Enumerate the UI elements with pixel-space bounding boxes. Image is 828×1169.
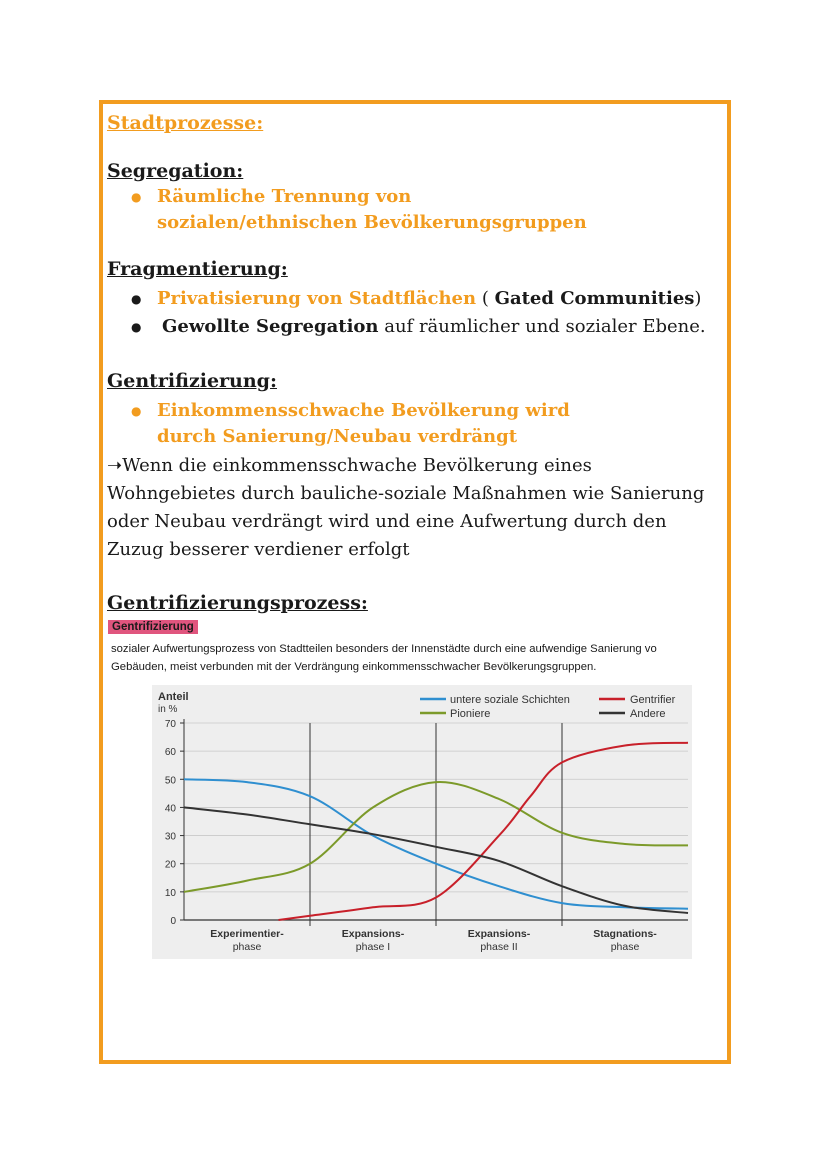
gentrifizierung-list (131, 398, 611, 452)
phase-label: Stagnations- (593, 928, 657, 940)
y-tick-label: 0 (170, 916, 176, 927)
segregation-list (131, 184, 611, 238)
fragmentierung-list (131, 286, 721, 342)
y-tick-label: 50 (164, 775, 176, 787)
legend-label-red: Gentrifier (630, 694, 676, 706)
series-line-red (279, 743, 689, 920)
chart-svg (152, 685, 692, 959)
phase-label: Expansions- (341, 928, 405, 940)
y-axis-label: Anteil (158, 691, 189, 703)
phase-sublabel: phase I (355, 941, 391, 953)
gentrifizierung-heading: Gentrifizierung: (107, 370, 277, 392)
fragmentierung-bullet-1: ● Privatisierung von Stadtflächen ( Gated Communities) (131, 286, 721, 312)
phase-label: Expansions- (467, 928, 531, 940)
phase-sublabel: phase (232, 941, 262, 953)
phase-sublabel: phase (610, 941, 640, 953)
definition-term: Gentrifizierung (108, 620, 198, 634)
legend-label-dark: Andere (630, 708, 666, 720)
y-tick-label: 60 (164, 747, 176, 759)
chart-legend (420, 694, 676, 720)
gentrifizierung-bullet: ● Einkommensschwache Bevölkerung wird durch Sanierung/Neubau verdrängt (131, 398, 611, 450)
phase-label: Experimentier- (210, 928, 284, 940)
segregation-bullet: ● Räumliche Trennung von sozialen/ethnischen Bevölkerungsgruppen (131, 184, 611, 236)
y-axis-unit: in % (158, 704, 178, 715)
legend-label-green: Pioniere (450, 708, 491, 720)
definition-line-1: sozialer Aufwertungsprozess von Stadtteilen besonders der Innenstädte durch eine aufwendige Sanierung vo (111, 643, 657, 655)
y-tick-label: 70 (164, 719, 176, 730)
fragmentierung-heading: Fragmentierung: (107, 258, 288, 280)
fragmentierung-bullet-2: ● Gewollte Segregation auf räumlicher und sozialer Ebene. (131, 314, 721, 340)
y-tick-label: 20 (164, 859, 176, 871)
page-title: Stadtprozesse: (107, 112, 264, 134)
definition-line-2: Gebäuden, meist verbunden mit der Verdrängung einkommensschwacher Bevölkerungsgruppen. (111, 661, 597, 673)
gentrification-chart (152, 685, 692, 959)
y-tick-label: 10 (164, 887, 176, 899)
y-tick-label: 40 (164, 803, 176, 815)
prozess-heading: Gentrifizierungsprozess: (107, 592, 368, 614)
phase-sublabel: phase II (480, 941, 518, 953)
legend-label-blue: untere soziale Schichten (450, 694, 570, 706)
segregation-heading: Segregation: (107, 160, 244, 182)
gentrifizierung-paragraph: ➝Wenn die einkommensschwache Bevölkerung eines Wohngebietes durch bauliche-soziale Maßnahmen wie Sanierung oder Neubau verdrängt wird und eine Aufwertung durch den Zuzug besserer verdiener erfolgt (107, 455, 705, 560)
definition-text (111, 640, 727, 676)
y-tick-label: 30 (164, 831, 176, 843)
